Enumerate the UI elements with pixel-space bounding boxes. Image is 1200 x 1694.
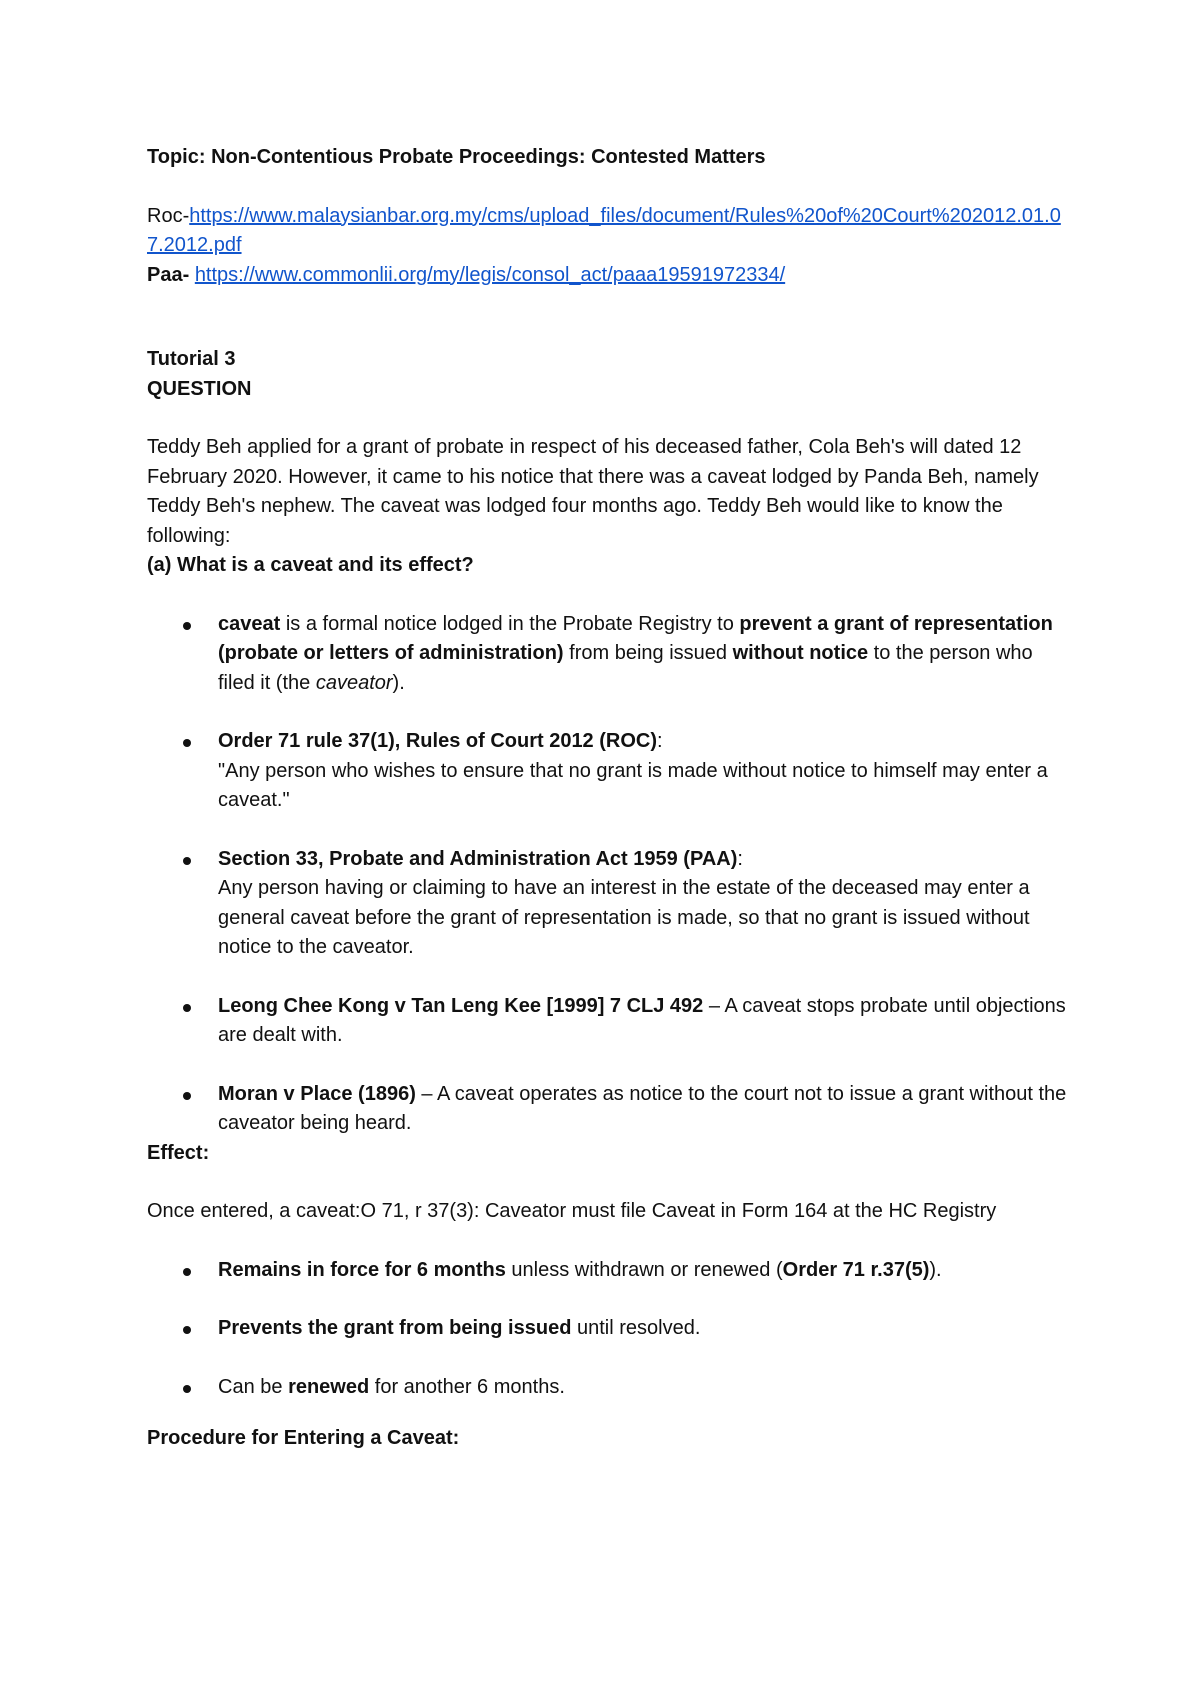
bullet-icon [183,1092,191,1100]
text: ). [392,671,405,694]
text: Can be [218,1375,289,1398]
bold-text: prevent a grant of representation (probate or letters of administration) [218,612,1053,664]
caveat-bullet-list [147,610,1067,1139]
roc-link[interactable]: https://www.malaysianbar.org.my/cms/upload_files/document/Rules%20of%20Court%202012.01.07.2012.pdf [147,204,1061,256]
bold-text: Section 33, Probate and Administration Act 1959 (PAA) [218,847,738,870]
tutorial-title: Tutorial 3 [147,348,236,370]
bullet-icon [183,1385,191,1393]
bullet-icon [183,622,191,630]
text: : [657,730,663,752]
text: ). [929,1258,942,1281]
bullet-icon [183,1268,191,1276]
text: from being issued [563,642,733,664]
list-item [147,1373,1067,1403]
bold-text: renewed [288,1375,370,1398]
bold-text: Leong Chee Kong v Tan Leng Kee [1999] 7 CLJ 492 [218,994,704,1017]
text: until resolved. [571,1317,701,1339]
list-item [147,1314,1067,1344]
bold-text: Prevents the grant from being issued [218,1317,572,1339]
list-item [147,845,1067,963]
topic-heading: Topic: Non-Contentious Probate Proceedings: Contested Matters [147,146,766,168]
bullet-icon [183,739,191,747]
document-page [147,143,1067,1454]
italic-text: caveator [315,671,393,694]
bold-text: Remains in force for 6 months [218,1258,506,1281]
paa-link-line [147,261,1067,291]
paa-link[interactable]: https://www.commonlii.org/my/legis/consol_act/paaa19591972334/ [194,263,786,286]
effect-bullet-list [147,1256,1067,1403]
bold-text: Order 71 rule 37(1), Rules of Court 2012 (ROC) [218,730,658,752]
text: – A caveat operates as notice to the court not to issue a grant without the caveator being heard. [218,1082,1067,1134]
bold-text: Moran v Place (1896) [218,1082,416,1105]
bold-text: Order 71 r.37(5) [782,1258,930,1281]
bullet-icon [183,1004,191,1012]
text: for another 6 months. [369,1375,565,1398]
list-item [147,610,1067,699]
list-item [147,992,1067,1051]
text: Any person having or claiming to have an interest in the estate of the deceased may enter a general caveat before the grant of representation is made, so that no grant is issued without notice to the caveator. [218,877,1030,958]
bullet-icon [183,1326,191,1334]
text: – A caveat stops probate until objections are dealt with. [218,994,1066,1046]
text: to the person who filed it (the [218,642,1033,694]
bold-text: caveat [218,612,281,635]
effect-intro: Once entered, a caveat:O 71, r 37(3): Caveator must file Caveat in Form 164 at the HC Registry [147,1200,997,1222]
question-text: Teddy Beh applied for a grant of probate in respect of his deceased father, Cola Beh's will dated 12 February 2020. However, it came to his notice that there was a caveat lodged by Panda Beh, namely Teddy Beh's nephew. The caveat was lodged four months ago. Teddy Beh would like to know the following: [147,436,1039,547]
roc-label: Roc- [147,204,190,227]
bullet-icon [183,857,191,865]
roc-link-line [147,202,1067,261]
list-item [147,1080,1067,1139]
sub-question-a: (a) What is a caveat and its effect? [147,554,474,576]
paa-label: Paa- [147,263,190,286]
quote-text: "Any person who wishes to ensure that no grant is made without notice to himself may enter a caveat." [218,759,1048,811]
bold-text: without notice [732,642,869,664]
procedure-heading: Procedure for Entering a Caveat: [147,1427,460,1449]
text: : [737,847,743,870]
text: unless withdrawn or renewed ( [505,1258,783,1281]
effect-heading: Effect: [147,1141,210,1164]
list-item [147,1256,1067,1286]
text: is a formal notice lodged in the Probate Registry to [280,612,740,635]
question-heading: QUESTION [147,377,252,400]
list-item [147,727,1067,816]
